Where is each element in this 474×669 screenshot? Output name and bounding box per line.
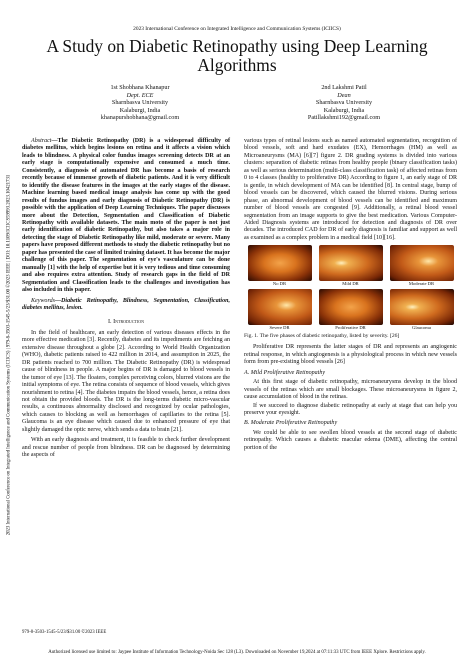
fundus-image: [390, 245, 454, 281]
author-name: 2nd Lakshmi Patil: [321, 84, 367, 91]
paragraph: various types of retinal lesions such as named automated segmentation, recognition of blood vessels, soft and hard exudates (EX), Hemorrhages (HM) as well as Microaneurysms (MA) [6][7] figure 2. DR grading systems is divided into various clusters: separation of diabetic retinas from healthy people (binary classification tasks) as well as serious determination (multi-class classification task) of affected retinas from 0 to 4 classes (healthy to proliferative DR) According to figure 1, an early stage of DR is gentle, in which development of MA can be identified [8]. In central stage, bump of blood vessels can be discovered, which caused the blurred visions. During serious phase, an abnormal development of blood vessels can be identified and maximum number of blood vessels are congested [9]. Additionally, a retinal blood vessel segmentation from an image supports to give the best medication. Various Computer-Aided Diagnosis systems are introduced for detection and diagnosis of DR over decades. The introduced CAD for DR of early diagnosis is familiar and support as well as examined as a complex problem in a medical field [10][16].: [244, 138, 457, 241]
fundus-image: [248, 245, 312, 281]
author-org: Sharnbasva University: [315, 99, 373, 107]
keywords-label: Keywords: [31, 297, 55, 304]
author-email: Patillakshmi192@gmail.com: [307, 114, 381, 122]
side-identifier: [4, 100, 14, 610]
keywords: [22, 298, 230, 313]
figure-cell: [319, 289, 383, 331]
subsection-heading: B. Moderate Proliferative Retinopathy: [244, 420, 338, 427]
fundus-image: [319, 245, 383, 281]
license-footer: Authorized licensed use limited to: Jaypee Institute of Information Technology-Noida Sec 128 (L3). Downloaded on November 19,2024 at 07:11:33 UTC from IEEE Xplore. Restrictions apply.: [48, 650, 426, 655]
author-city: Kalaburgi, India: [119, 106, 161, 114]
abstract-label: Abstract: [31, 138, 52, 144]
paragraph: With an early diagnosis and treatment, it is feasible to check further development and rescue number of people from blindness. DR can be diagnosed by determining the aspects of: [22, 437, 230, 459]
figure-1: [248, 245, 454, 331]
figure-label: Moderate DR: [408, 281, 435, 287]
author-name: 1st Shobhana Khanapur: [110, 84, 170, 91]
abstract: [22, 138, 230, 295]
fundus-image: [319, 289, 383, 325]
figure-label: Glaucoma: [412, 325, 431, 331]
right-column: [244, 138, 457, 453]
figure-row: [248, 289, 454, 331]
intro-heading: I. Introduction: [107, 318, 145, 326]
figure-caption: Fig. 1. The five phases of diabetic retinopathy, listed by severity. [26]: [244, 333, 400, 340]
figure-cell: [319, 245, 383, 287]
side-identifier-text: 2023 International Conference on Integrated Intelligence and Communication Systems (ICIICS) | 979-8-3503-1545-5/23/$31.00 ©2023 IEEE | DOI: 10.1109/ICIICS59993.2023.10421731: [6, 174, 12, 536]
paragraph: We could be able to see swollen blood vessels at the second stage of diabetic retinopathy. Which causes a diabetic macular edema (DME), affecting the central portion of the: [244, 429, 457, 451]
figure-label: Proliferative DR: [335, 325, 366, 331]
subsection-heading: A. Mild Proliferative Retinopathy: [244, 369, 326, 376]
figure-cell: [390, 245, 454, 287]
figure-cell: [248, 289, 312, 331]
author-block-2: [244, 84, 444, 122]
figure-label: No DR: [272, 281, 287, 287]
author-dept: Dean: [337, 91, 351, 99]
paragraph: Proliferative DR represents the latter stages of DR and represents an angiogenic retinal response, in which angiogenesis is a physiological process in which new vessels form from pre-existing blood vessels [26]: [244, 344, 457, 366]
paragraph: In the field of healthcare, an early detection of various diseases effects in the more effective medication [3]. Recently, diabetes and its impediments are fetching an extensive disease throughout a globe [2]. According to World Health Organization (WHO), diabetic patients raised to 422 million in 2014, and assumption in 2025, the DR patients reached to 700 million. The Diabetic Retinopathy (DR) is widespread cause of blindness in people. A major begins of DR is damaged to blood vessels in the tumor of eye [13]. The floaters, complex perceiving colors, blurred visions are the initial symptoms of eye. The retina consists of sequence of blood vessels, which gives nourishment to retina [4]. The diabetes impairs the blood vessels, hence, a retina does not obtain the provided bloods. The DR is the long-terms diabetic micro-vascular results, a continuous abnormality disclosed and recognized by ocular pathologies, which causes to blocking as well as hemorrhages of capillaries to the retina [5]. Glaucoma is an eye disease which caused due to enhanced pressure of eye that slightly damaged the optic nerve, which sends a data to brain [21].: [22, 329, 230, 433]
keywords-text: —Diabetic Retinopathy, Blindness, Segmentation, Classification, diabetes mellitus, lesion.: [22, 297, 230, 311]
abstract-text: —The Diabetic Retinopathy (DR) is a widespread difficulty of diabetes mellitus, which begins lesions on retina and it affects a vision which leads to blindness. A physical color fundus images screening detects DR at an early stage is computationally expensive and consumed a much time. Consistently, a diagnosis of automated DR has become a basis of research recently because of immense growth of diabetic patients. And it is very difficult to identify the disease features in the images at the early stages of the disease. Machine learning based medical image analysis has come up with the good results of fundus images and early diagnosis of Diabetic Retinopathy (DR) is possible with the application of Deep Learning Techniques. The paper discusses more about the Detection, Segmentation and Classification of Diabetic Retinopathy with available datasets. The main moto of the paper is not just early identification of diabetic Retinopathy, but also takes a major role in detecting the stage of Diabetic Retinopathy like mild, moderate or severe. Many papers have proposed different methods to study the diabetic retinopathy but no paper has presented the case of limited training dataset. It has become the major challenge of this paper. The segmentation of eye's vasculature can be done manually [1] with the help of expertise but it is very tedious and time consuming and also requires extra attention. Study of research gaps in the field of DR Segmentation and Classification leads to the challenges and investigation has also included in this paper.: [22, 138, 230, 294]
author-email: khanapurshobhana@gmail.com: [100, 114, 180, 122]
author-org: Sharnbasva University: [111, 99, 169, 107]
figure-label: Mild DR: [342, 281, 359, 287]
paragraph: At this first stage of diabetic retinopathy, microaneurysms develop in the blood vessels of the retinas which are small blockages. These microaneurysms in figure 2, cause accumulation of blood in the retinas.: [244, 379, 457, 401]
figure-row: [248, 245, 454, 287]
author-dept: Dept. ECE: [126, 91, 154, 99]
fundus-image: [390, 289, 454, 325]
conference-header: 2023 International Conference on Integrated Intelligence and Communication Systems (ICIICS): [133, 26, 341, 32]
paragraph: If we succeed to diagnose diabetic retinopathy at early at stage that can help you preserve your eyesight.: [244, 402, 457, 416]
paper-title: A Study on Diabetic Retinopathy using Deep Learning Algorithms: [46, 36, 428, 75]
isbn-footer: 979-8-3503-1545-5/23/$31.00 ©2023 IEEE: [22, 630, 107, 635]
author-block-1: [40, 84, 240, 122]
left-column: [22, 138, 230, 461]
figure-cell: [390, 289, 454, 331]
author-city: Kalaburgi, India: [323, 106, 365, 114]
figure-label: Severe DR: [269, 325, 290, 331]
fundus-image: [248, 289, 312, 325]
figure-cell: [248, 245, 312, 287]
